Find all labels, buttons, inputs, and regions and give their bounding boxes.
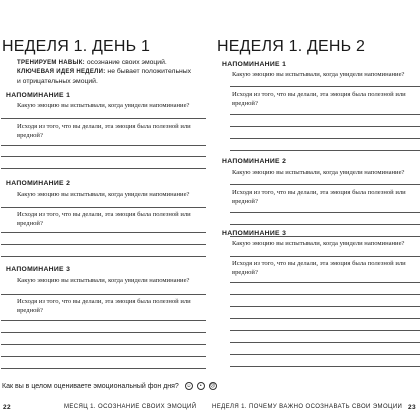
answer-line[interactable]	[230, 318, 420, 319]
answer-line[interactable]	[1, 356, 206, 357]
answer-line[interactable]	[230, 330, 420, 331]
reminder-1-question-2: Исходя из того, что вы делали, эта эмоция была полезной или вредной?	[232, 91, 406, 107]
left-footer	[3, 404, 11, 411]
right-page	[210, 0, 420, 420]
answer-line[interactable]	[230, 138, 420, 139]
answer-line[interactable]	[230, 306, 420, 307]
answer-line[interactable]	[1, 344, 206, 345]
answer-line[interactable]	[1, 320, 206, 321]
skill-text: осознание своих эмоций.	[84, 59, 167, 66]
idea-label: КЛЮЧЕВАЯ ИДЕЯ НЕДЕЛИ:	[17, 69, 106, 75]
answer-line[interactable]	[1, 368, 206, 369]
page-title: НЕДЕЛЯ 1. ДЕНЬ 2	[217, 38, 366, 55]
answer-line[interactable]	[230, 114, 420, 115]
reminder-2-question-2: Исходя из того, что вы делали, эта эмоция была полезной или вредной?	[232, 189, 406, 205]
reminder-2-question-1: Какую эмоцию вы испытывали, когда увидели напоминание?	[232, 169, 405, 176]
reminder-3-question-2: Исходя из того, что вы делали, эта эмоция была полезной или вредной?	[17, 298, 191, 314]
answer-line[interactable]	[1, 244, 206, 245]
reminder-3-question-2: Исходя из того, что вы делали, эта эмоция была полезной или вредной?	[232, 260, 406, 276]
answer-line[interactable]	[230, 282, 420, 283]
answer-line[interactable]	[230, 150, 420, 151]
answer-line[interactable]	[230, 86, 420, 87]
answer-line[interactable]	[1, 156, 206, 157]
reminder-1-question-1: Какую эмоцию вы испытывали, когда увидели напоминание?	[17, 102, 190, 109]
answer-line[interactable]	[1, 232, 206, 233]
answer-line[interactable]	[1, 118, 206, 119]
answer-line[interactable]	[230, 224, 420, 225]
answer-line[interactable]	[230, 212, 420, 213]
reminder-3-label: НАПОМИНАНИЕ 3	[222, 230, 287, 237]
answer-line[interactable]	[1, 332, 206, 333]
idea-text: не бывает положительных и отрицательных эмоций.	[17, 68, 192, 85]
answer-line[interactable]	[1, 294, 206, 295]
answer-line[interactable]	[230, 342, 420, 343]
mood-question-row	[0, 382, 217, 390]
reminder-1-label: НАПОМИНАНИЕ 1	[222, 61, 287, 68]
reminder-2-label: НАПОМИНАНИЕ 2	[6, 180, 71, 187]
mood-question: Как вы в целом оцениваете эмоциональный фон дня?	[2, 382, 179, 390]
skill-label: ТРЕНИРУЕМ НАВЫК:	[17, 60, 85, 66]
answer-line[interactable]	[1, 145, 206, 146]
reminder-1-label: НАПОМИНАНИЕ 1	[6, 92, 71, 99]
idea-line	[17, 67, 195, 86]
reminder-3-question-1: Какую эмоцию вы испытывали, когда увидели напоминание?	[17, 277, 190, 284]
reminder-2-label: НАПОМИНАНИЕ 2	[222, 158, 287, 165]
reminder-3-question-1: Какую эмоцию вы испытывали, когда увидели напоминание?	[232, 240, 405, 247]
answer-line[interactable]	[1, 207, 206, 208]
page-number: 22	[3, 404, 12, 411]
happy-face-icon[interactable]: ☺	[186, 383, 192, 389]
reminder-2-question-2: Исходя из того, что вы делали, эта эмоция была полезной или вредной?	[17, 211, 191, 227]
sad-face-icon[interactable]: ☹	[210, 383, 216, 389]
answer-line[interactable]	[230, 294, 420, 295]
reminder-1-question-1: Какую эмоцию вы испытывали, когда увидели напоминание?	[232, 71, 405, 78]
neutral-face-icon[interactable]: •	[197, 382, 205, 390]
page-title: НЕДЕЛЯ 1. ДЕНЬ 1	[2, 38, 151, 55]
answer-line[interactable]	[230, 126, 420, 127]
answer-line[interactable]	[230, 256, 420, 257]
answer-line[interactable]	[1, 168, 206, 169]
running-head: НЕДЕЛЯ 1. ПОЧЕМУ ВАЖНО ОСОЗНАВАТЬ СВОИ ЭМОЦИИ	[212, 404, 403, 410]
answer-line[interactable]	[1, 256, 206, 257]
reminder-3-label: НАПОМИНАНИЕ 3	[6, 266, 71, 273]
answer-line[interactable]	[230, 366, 420, 367]
answer-line[interactable]	[230, 184, 420, 185]
page-number: 23	[408, 404, 417, 411]
reminder-2-question-1: Какую эмоцию вы испытывали, когда увидели напоминание?	[17, 191, 190, 198]
right-footer	[408, 404, 416, 411]
reminder-1-question-2: Исходя из того, что вы делали, эта эмоция была полезной или вредной?	[17, 123, 191, 139]
answer-line[interactable]	[230, 354, 420, 355]
running-head: МЕСЯЦ 1. ОСОЗНАНИЕ СВОИХ ЭМОЦИЙ	[64, 404, 197, 410]
